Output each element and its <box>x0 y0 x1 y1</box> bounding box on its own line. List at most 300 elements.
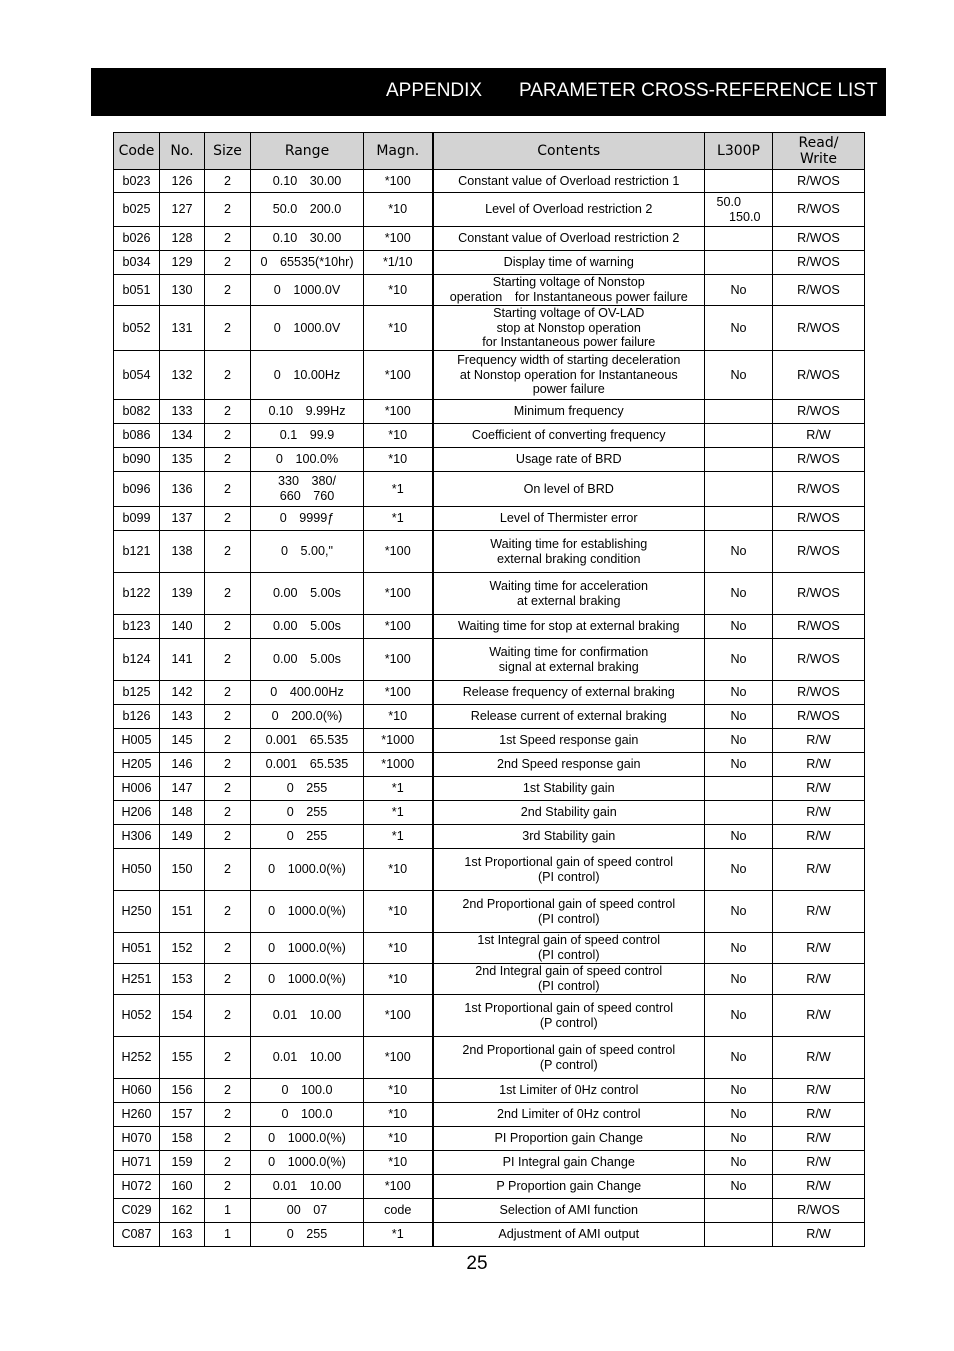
table-row <box>114 573 865 615</box>
cell-code: H052 <box>114 995 160 1037</box>
cell-range-lines <box>253 586 361 601</box>
cell-contents <box>433 275 705 306</box>
cell-contents-lines <box>436 511 703 526</box>
cell-magn: *10 <box>364 849 433 891</box>
cell-no: 127 <box>160 193 205 227</box>
cell-contents <box>433 681 705 705</box>
cell-magn: *1000 <box>364 729 433 753</box>
cell-range-lines <box>253 174 361 189</box>
table-row <box>114 306 865 351</box>
table-row <box>114 227 865 251</box>
cell-range <box>251 933 364 964</box>
cell-l300p-line: No <box>730 320 747 335</box>
cell-read-write: R/WOS <box>773 275 865 306</box>
cell-size: 2 <box>205 705 251 729</box>
cell-code: b086 <box>114 424 160 448</box>
cell-contents-line: 1st Stability gain <box>522 781 615 796</box>
cell-size: 2 <box>205 251 251 275</box>
cell-size: 2 <box>205 472 251 507</box>
table-row <box>114 1037 865 1079</box>
cell-range-lines <box>253 1107 361 1122</box>
cell-size: 2 <box>205 351 251 400</box>
cell-no: 126 <box>160 170 205 193</box>
cell-code: b121 <box>114 531 160 573</box>
cell-range <box>251 681 364 705</box>
cell-range <box>251 753 364 777</box>
cell-contents-line: 1st Limiter of 0Hz control <box>499 1083 639 1098</box>
cell-code: H070 <box>114 1127 160 1151</box>
cell-contents-line: (P control) <box>539 1015 598 1030</box>
cell-l300p <box>705 777 773 801</box>
cell-size: 2 <box>205 891 251 933</box>
cell-range-line: 0.01 10.00 <box>272 1179 342 1194</box>
cell-range-lines <box>253 1203 361 1218</box>
cell-range <box>251 801 364 825</box>
cell-range-line: 0 100.0 <box>281 1083 333 1098</box>
cell-contents-lines <box>436 428 703 443</box>
cell-read-write: R/W <box>773 964 865 995</box>
cell-l300p-lines <box>730 544 746 559</box>
cell-range-lines <box>253 757 361 772</box>
cell-l300p-lines <box>730 829 746 844</box>
cell-size: 2 <box>205 227 251 251</box>
cell-range <box>251 227 364 251</box>
cell-contents-lines <box>436 855 703 884</box>
cell-code: H306 <box>114 825 160 849</box>
cell-l300p <box>705 227 773 251</box>
read-write-line-2: Write <box>800 151 837 167</box>
cell-contents-line: 1st Proportional gain of speed control <box>464 1000 674 1015</box>
cell-code: b126 <box>114 705 160 729</box>
cell-l300p-lines <box>730 321 746 336</box>
cell-code: b124 <box>114 639 160 681</box>
cell-code: b023 <box>114 170 160 193</box>
cell-contents-line: (PI control) <box>537 911 600 926</box>
cell-code: b122 <box>114 573 160 615</box>
cell-contents-lines <box>436 306 703 350</box>
table-row <box>114 193 865 227</box>
cell-l300p <box>705 193 773 227</box>
cell-no: 130 <box>160 275 205 306</box>
cell-magn: code <box>364 1199 433 1223</box>
cell-contents-line: PI Integral gain Change <box>502 1155 635 1170</box>
cell-size: 2 <box>205 1127 251 1151</box>
cell-contents-lines <box>436 1107 703 1122</box>
cell-read-write: R/W <box>773 729 865 753</box>
cell-range-lines <box>253 709 361 724</box>
cell-l300p-line: No <box>730 971 747 986</box>
cell-size: 2 <box>205 995 251 1037</box>
appendix-label: APPENDIX <box>386 80 483 101</box>
cell-contents-lines <box>436 733 703 748</box>
cell-range-line: 0.001 65.535 <box>265 733 349 748</box>
cell-contents-lines <box>436 202 703 217</box>
table-row <box>114 1223 865 1247</box>
table-row <box>114 825 865 849</box>
cell-no: 132 <box>160 351 205 400</box>
cell-code: H205 <box>114 753 160 777</box>
cell-range <box>251 424 364 448</box>
cell-range <box>251 964 364 995</box>
cell-range-line: 0 1000.0V <box>273 282 341 297</box>
cell-l300p <box>705 933 773 964</box>
cell-range-lines <box>253 941 361 956</box>
cell-l300p-line: No <box>730 282 747 297</box>
table-header-row <box>114 133 865 170</box>
cell-code: H251 <box>114 964 160 995</box>
cell-contents-lines <box>436 805 703 820</box>
cell-contents <box>433 531 705 573</box>
cell-l300p-line: No <box>730 904 747 919</box>
column-header-contents: Contents <box>433 133 705 170</box>
cell-contents-line: Waiting time for establishing <box>490 536 648 551</box>
cell-code: H250 <box>114 891 160 933</box>
cell-contents-line: Usage rate of BRD <box>515 452 622 467</box>
cell-contents-lines <box>436 757 703 772</box>
cell-read-write: R/W <box>773 1223 865 1247</box>
cell-l300p <box>705 251 773 275</box>
cell-size: 2 <box>205 849 251 891</box>
cell-range-line: 00 07 <box>286 1203 328 1218</box>
cell-range-lines <box>253 1050 361 1065</box>
cell-range <box>251 170 364 193</box>
cell-l300p <box>705 400 773 424</box>
cell-contents-line: 2nd Proportional gain of speed control <box>462 896 676 911</box>
cell-l300p-lines <box>730 972 746 987</box>
cell-l300p-line: 50.0 <box>716 194 741 209</box>
cell-contents-line: Adjustment of AMI output <box>498 1227 640 1242</box>
cell-l300p <box>705 1223 773 1247</box>
cell-contents <box>433 170 705 193</box>
cell-code: b082 <box>114 400 160 424</box>
cell-range-line: 0 255 <box>286 781 328 796</box>
table-row <box>114 615 865 639</box>
cell-no: 133 <box>160 400 205 424</box>
cell-contents-lines <box>436 174 703 189</box>
cell-l300p <box>705 1103 773 1127</box>
cell-size: 2 <box>205 193 251 227</box>
cell-range <box>251 849 364 891</box>
cell-l300p <box>705 573 773 615</box>
cell-read-write: R/WOS <box>773 531 865 573</box>
cell-code: b054 <box>114 351 160 400</box>
cell-size: 2 <box>205 507 251 531</box>
cell-range-lines <box>253 652 361 667</box>
cell-magn: *10 <box>364 306 433 351</box>
cell-read-write: R/W <box>773 753 865 777</box>
cell-contents-lines <box>436 1001 703 1030</box>
cell-contents <box>433 933 705 964</box>
cell-contents <box>433 1199 705 1223</box>
cell-l300p-lines <box>730 1008 746 1023</box>
column-header-range: Range <box>251 133 364 170</box>
cell-read-write: R/WOS <box>773 351 865 400</box>
cell-code: b125 <box>114 681 160 705</box>
cell-range <box>251 1223 364 1247</box>
cell-range-lines <box>253 474 361 503</box>
column-header-l300p: L300P <box>705 133 773 170</box>
column-header-read-write <box>773 133 865 170</box>
cell-range <box>251 1079 364 1103</box>
cell-size: 2 <box>205 681 251 705</box>
cell-range <box>251 995 364 1037</box>
cell-range-line: 0 200.0(%) <box>271 709 343 724</box>
table-row <box>114 1079 865 1103</box>
cell-range <box>251 573 364 615</box>
section-header-bar <box>91 68 886 116</box>
cell-contents-lines <box>436 404 703 419</box>
cell-l300p-lines <box>730 941 746 956</box>
cell-contents-lines <box>436 897 703 926</box>
cell-contents-line: Selection of AMI function <box>499 1203 639 1218</box>
cell-read-write: R/W <box>773 1127 865 1151</box>
cell-contents-lines <box>436 537 703 566</box>
cell-size: 2 <box>205 306 251 351</box>
cell-contents-lines <box>436 275 703 304</box>
cell-no: 139 <box>160 573 205 615</box>
cell-size: 2 <box>205 729 251 753</box>
cell-code: H005 <box>114 729 160 753</box>
cell-range-line: 0.10 30.00 <box>272 231 342 246</box>
cell-contents <box>433 193 705 227</box>
table-row <box>114 705 865 729</box>
cell-range <box>251 251 364 275</box>
cell-range-line: 0.01 10.00 <box>272 1050 342 1065</box>
cell-range-lines <box>253 283 361 298</box>
cell-range <box>251 531 364 573</box>
cell-contents <box>433 615 705 639</box>
cell-l300p-line: No <box>730 829 747 844</box>
cell-l300p <box>705 825 773 849</box>
cell-l300p <box>705 507 773 531</box>
cell-code: H072 <box>114 1175 160 1199</box>
cell-contents-line: operation for Instantaneous power failure <box>449 290 688 304</box>
cell-magn: *1 <box>364 801 433 825</box>
cell-contents <box>433 1151 705 1175</box>
cell-code: H252 <box>114 1037 160 1079</box>
table-row <box>114 531 865 573</box>
cell-range <box>251 1103 364 1127</box>
cell-contents-line: signal at external braking <box>498 659 639 674</box>
cell-range-lines <box>253 619 361 634</box>
cell-range-lines <box>253 805 361 820</box>
cell-no: 148 <box>160 801 205 825</box>
cell-l300p-line: No <box>730 685 747 700</box>
cell-contents <box>433 964 705 995</box>
cell-read-write: R/WOS <box>773 615 865 639</box>
cell-size: 2 <box>205 573 251 615</box>
table-row <box>114 1199 865 1223</box>
cell-range <box>251 275 364 306</box>
cell-range-line: 0 100.0 <box>281 1107 333 1122</box>
cell-l300p <box>705 801 773 825</box>
cell-l300p-line: No <box>730 862 747 877</box>
cell-l300p <box>705 1079 773 1103</box>
cell-read-write: R/W <box>773 891 865 933</box>
cell-l300p <box>705 306 773 351</box>
cell-range-lines <box>253 428 361 443</box>
cell-contents-lines <box>436 482 703 497</box>
cell-l300p <box>705 849 773 891</box>
cell-range-line: 0 1000.0(%) <box>268 1131 346 1146</box>
cell-range-line: 0.1 99.9 <box>279 428 335 443</box>
cell-size: 2 <box>205 615 251 639</box>
cell-contents-lines <box>436 1083 703 1098</box>
cell-range-line: 0 1000.0(%) <box>268 904 346 919</box>
cell-size: 2 <box>205 1175 251 1199</box>
table-row <box>114 753 865 777</box>
table-row <box>114 801 865 825</box>
cell-no: 140 <box>160 615 205 639</box>
cell-range <box>251 1175 364 1199</box>
table-row <box>114 849 865 891</box>
cell-contents-line: (PI control) <box>537 979 600 993</box>
cell-read-write: R/WOS <box>773 193 865 227</box>
cell-l300p-lines <box>730 652 746 667</box>
cell-read-write: R/W <box>773 801 865 825</box>
cell-contents <box>433 573 705 615</box>
cell-read-write: R/W <box>773 1037 865 1079</box>
cell-contents <box>433 227 705 251</box>
cell-contents <box>433 1079 705 1103</box>
cell-no: 147 <box>160 777 205 801</box>
cell-magn: *1 <box>364 472 433 507</box>
cell-contents <box>433 825 705 849</box>
cell-range <box>251 193 364 227</box>
cell-contents-lines <box>436 231 703 246</box>
cell-contents-line: Frequency width of starting deceleration <box>457 353 681 368</box>
cell-code: b052 <box>114 306 160 351</box>
cell-contents-line: 1st Proportional gain of speed control <box>464 854 674 869</box>
cell-no: 145 <box>160 729 205 753</box>
cell-range-line: 0 255 <box>286 805 328 820</box>
cell-range <box>251 1151 364 1175</box>
cell-size: 2 <box>205 777 251 801</box>
cell-contents <box>433 1037 705 1079</box>
table-row <box>114 507 865 531</box>
cell-l300p <box>705 1199 773 1223</box>
section-title: PARAMETER CROSS-REFERENCE LIST <box>519 80 878 101</box>
cell-contents-lines <box>436 645 703 674</box>
cell-contents <box>433 1223 705 1247</box>
cell-size: 2 <box>205 1079 251 1103</box>
cell-range <box>251 825 364 849</box>
cell-magn: *100 <box>364 1175 433 1199</box>
cell-contents-line: Release current of external braking <box>470 709 667 724</box>
cell-range-line: 0 65535(*10hr) <box>260 255 354 270</box>
cell-range-lines <box>253 452 361 467</box>
table-row <box>114 729 865 753</box>
read-write-line-1: Read/ <box>798 135 839 151</box>
cell-read-write: R/W <box>773 1175 865 1199</box>
cell-contents-lines <box>436 255 703 270</box>
cell-l300p-line: No <box>730 709 747 724</box>
cell-range <box>251 1037 364 1079</box>
cell-l300p-line: No <box>730 586 747 601</box>
cell-contents-lines <box>436 964 703 993</box>
cell-l300p-line: No <box>730 1083 747 1098</box>
cell-no: 131 <box>160 306 205 351</box>
cell-l300p-line: No <box>730 652 747 667</box>
cell-read-write: R/W <box>773 849 865 891</box>
cell-read-write: R/WOS <box>773 705 865 729</box>
cell-range-lines <box>253 544 361 559</box>
cell-range-line: 0.00 5.00s <box>273 619 341 634</box>
cell-contents-line: for Instantaneous power failure <box>482 335 656 350</box>
cell-l300p-lines <box>730 862 746 877</box>
table-row <box>114 1103 865 1127</box>
cell-code: H071 <box>114 1151 160 1175</box>
cell-no: 129 <box>160 251 205 275</box>
cell-contents-line: Constant value of Overload restriction 2 <box>458 231 680 246</box>
cell-range-lines <box>253 404 361 419</box>
table-row <box>114 995 865 1037</box>
cell-read-write: R/WOS <box>773 400 865 424</box>
table-row <box>114 777 865 801</box>
cell-l300p-line: No <box>730 1008 747 1023</box>
cell-magn: *10 <box>364 1079 433 1103</box>
cell-code: C029 <box>114 1199 160 1223</box>
cell-range-line: 0 100.0% <box>275 452 339 467</box>
cell-contents-line: at external braking <box>516 593 621 608</box>
cell-contents-line: (P control) <box>539 1057 598 1072</box>
cell-l300p <box>705 615 773 639</box>
cell-range <box>251 891 364 933</box>
cell-l300p <box>705 170 773 193</box>
cell-l300p <box>705 1151 773 1175</box>
cell-range <box>251 507 364 531</box>
cell-code: b026 <box>114 227 160 251</box>
cell-contents-line: 2nd Proportional gain of speed control <box>462 1042 676 1057</box>
cell-contents-line: 2nd Stability gain <box>520 805 617 820</box>
cell-range-lines <box>253 202 361 217</box>
cell-magn: *100 <box>364 400 433 424</box>
cell-read-write: R/WOS <box>773 448 865 472</box>
cell-range-line: 0.001 65.535 <box>265 757 349 772</box>
cell-no: 158 <box>160 1127 205 1151</box>
cell-range-lines <box>253 829 361 844</box>
cell-magn: *100 <box>364 351 433 400</box>
table-row <box>114 1127 865 1151</box>
cell-magn: *1 <box>364 507 433 531</box>
cell-l300p <box>705 1127 773 1151</box>
cell-range-line: 0 400.00Hz <box>270 685 344 700</box>
cell-range <box>251 705 364 729</box>
cell-range-lines <box>253 1155 361 1170</box>
cell-no: 128 <box>160 227 205 251</box>
cell-code: H050 <box>114 849 160 891</box>
cell-contents-line: Coefficient of converting frequency <box>471 428 666 443</box>
cell-read-write: R/W <box>773 424 865 448</box>
cell-contents <box>433 351 705 400</box>
table-row <box>114 1151 865 1175</box>
cell-read-write: R/WOS <box>773 1199 865 1223</box>
cell-contents <box>433 777 705 801</box>
cell-read-write: R/W <box>773 933 865 964</box>
cell-no: 143 <box>160 705 205 729</box>
cell-size: 2 <box>205 531 251 573</box>
cell-range-lines <box>253 321 361 336</box>
cell-l300p-line: No <box>730 544 747 559</box>
cell-size: 2 <box>205 424 251 448</box>
cell-contents-lines <box>436 619 703 634</box>
cell-range-line: 0 1000.0(%) <box>268 862 346 877</box>
cell-range <box>251 448 364 472</box>
cell-l300p <box>705 891 773 933</box>
column-header-code: Code <box>114 133 160 170</box>
cell-no: 137 <box>160 507 205 531</box>
cell-contents <box>433 801 705 825</box>
